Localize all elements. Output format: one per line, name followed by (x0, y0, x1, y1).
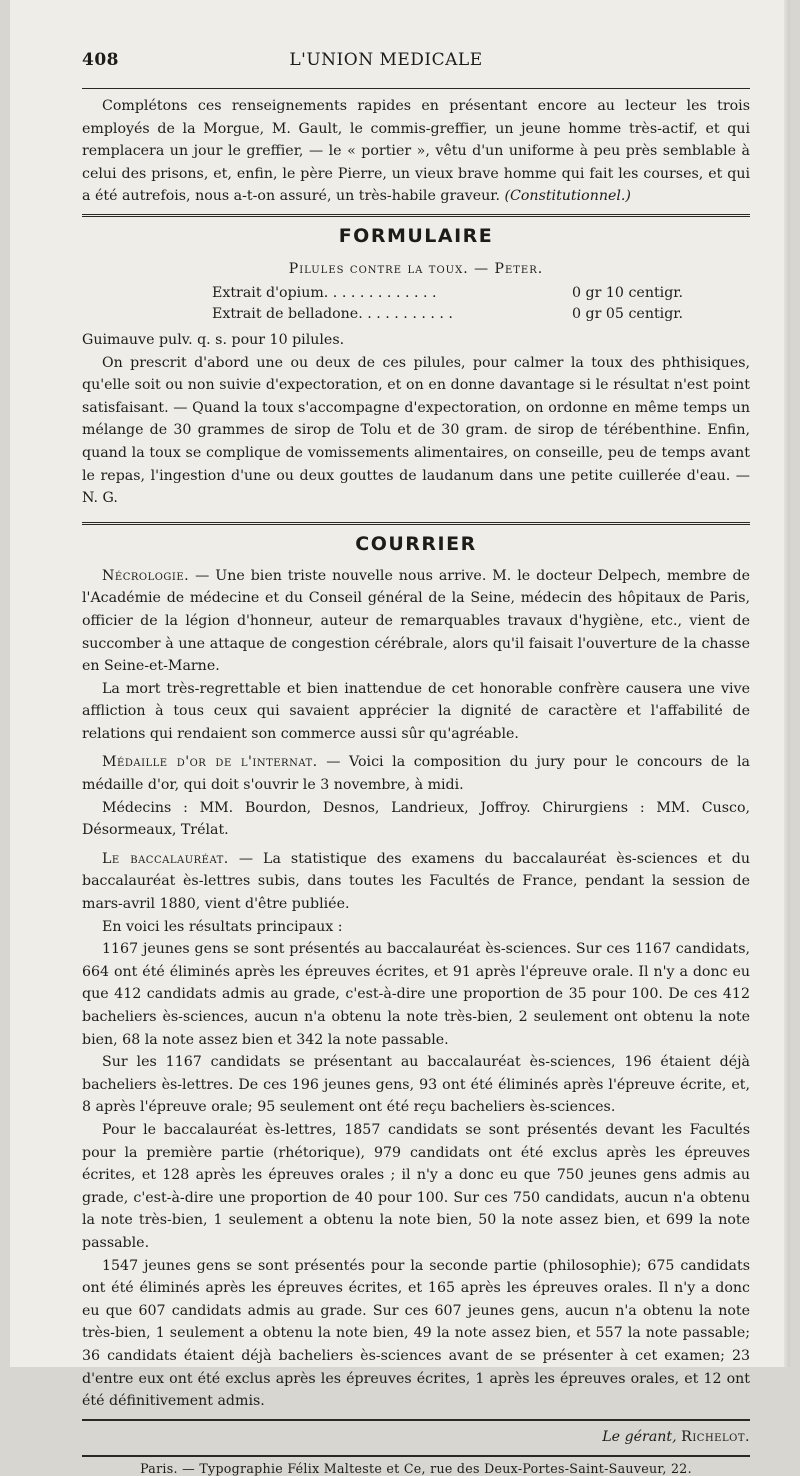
ingredient-name: Extrait d'opium. . . . . . . . . . . . . (212, 284, 437, 301)
ingredient-row (212, 283, 752, 304)
signature (82, 1429, 750, 1445)
ingredient-row (212, 304, 752, 325)
recipe-ingredients (212, 283, 752, 325)
closing-rule (82, 1419, 750, 1421)
section-divider-formulaire (82, 214, 750, 219)
medaille-text: — Voici la composition du jury pour le concours de la médaille d'or, qui doit s'ouvrir le 3 novembre, à midi. (82, 754, 750, 794)
bac-paragraph (82, 848, 750, 916)
medaille-label: Médaille d'or de l'internat. (102, 754, 318, 771)
recipe-title: Pilules contre la toux. — Peter. (288, 260, 544, 277)
ingredient-dose: 0 gr 10 centigr. (572, 284, 684, 301)
necrologie-paragraph-2: La mort très-regrettable et bien inattendue de cet honorable confrère causera une vive affliction à tous ceux qui savaient apprécier la dignité de caractère et l'affabilité de relations qui rendaient son commerce aussi sûr qu'agréable. (82, 680, 750, 742)
intro-source: (Constitutionnel.) (504, 188, 631, 205)
section-title-courrier: COURRIER (355, 532, 477, 555)
ingredient-dose: 0 gr 05 centigr. (572, 305, 684, 322)
necrologie-text: — Une bien triste nouvelle nous arrive. M. le docteur Delpech, membre de l'Académie de médecine et du Conseil général de la Seine, médecin des hôpitaux de Paris, officier de la légion d'honneur, auteur de remarquables travaux d'hygiène, etc., vient de succomber à une attaque de congestion cérébrale, alors qu'il faisait l'ouverture de la chasse en Seine-et-Marne. (82, 567, 750, 675)
medaille-paragraph (82, 751, 750, 796)
bac-label: Le baccalauréat. (102, 850, 229, 867)
necrologie-label: Nécrologie. (102, 567, 190, 584)
bac-paragraph-6: 1547 jeunes gens se sont présentés pour la seconde partie (philosophie); 675 candidats ont été éliminés après les épreuves écrites, et 165 après les épreuves orales. Il n'y a donc eu que 607 candidats admis au grade. Sur ces 607 jeunes gens, aucun n'a obtenu la note très-bien, 1 seulement a obtenu la note bien, 49 la note assez bien, et 557 la note passable; 36 candidats étaient déjà bacheliers ès-sciences avant de se présenter à cet examen; 23 d'entre eux ont été exclus après les épreuves écrites, 1 après les épreuves orales, et 12 ont été définitivement admis. (82, 1257, 750, 1410)
recipe-body: On prescrit d'abord une ou deux de ces pilules, pour calmer la toux des phthisiques, qu'elle soit ou non suivie d'expectoration, et on en donne davantage si le résultat n'est point satisfaisant. — Quand la toux s'accompagne d'expectoration, on ordonne en même temps un mélange de 30 grammes de sirop de Tolu et de 30 gram. de sirop de térébenthine. Enfin, quand la toux se complique de vomissements alimentaires, on conseille, peu de temps avant le repas, l'ingestion d'une ou deux gouttes de laudanum dans une petite cuillerée d'eau. — N. G. (82, 354, 750, 507)
running-title: L'UNION MEDICALE (289, 50, 483, 70)
printer-imprint: Paris. — Typographie Félix Malteste et Ce, rue des Deux-Portes-Saint-Sauveur, 22. (140, 1460, 692, 1476)
footer-rule (82, 1455, 750, 1457)
necrologie-paragraph (82, 565, 750, 678)
bac-paragraph-4: Sur les 1167 candidats se présentant au baccalauréat ès-sciences, 196 étaient déjà bacheliers ès-lettres. De ces 196 jeunes gens, 93 ont été éliminés après l'épreuve écrite, et, 8 après l'épreuve orale; 95 seulement ont été reçu bacheliers ès-sciences. (82, 1054, 750, 1116)
bac-paragraph-3: 1167 jeunes gens se sont présentés au baccalauréat ès-sciences. Sur ces 1167 candidats, 664 ont été éliminés après les épreuves écrites, et 91 après l'épreuve orale. Il n'y a donc eu que 412 candidats admis au grade, c'est-à-dire une proportion de 35 pour 100. De ces 412 bacheliers ès-sciences, aucun n'a obtenu la note très-bien, 2 seulement ont obtenu la note bien, 68 la note assez bien et 342 la note passable. (82, 941, 750, 1048)
signature-label: Le gérant, (602, 1428, 677, 1445)
bac-paragraph-2: En voici les résultats principaux : (102, 918, 343, 935)
page (10, 0, 790, 1476)
page-number: 408 (82, 50, 119, 70)
bac-paragraph-5: Pour le baccalauréat ès-lettres, 1857 candidats se sont présentés devant les Facultés pour la première partie (rhétorique), 979 candidats ont été exclus après les épreuves écrites, et 128 après les épreuves orales ; il n'y a donc eu que 750 jeunes gens admis au grade, c'est-à-dire une proportion de 40 pour 100. Sur ces 750 candidats, aucun n'a obtenu la note très-bien, 1 seulement a obtenu la note bien, 50 la note assez bien, et 699 la note passable. (82, 1121, 750, 1251)
section-divider-courrier (82, 522, 750, 527)
intro-paragraph (82, 95, 750, 208)
signature-name: Richelot. (681, 1428, 750, 1445)
header-rule (82, 88, 750, 89)
medaille-jury: Médecins : MM. Bourdon, Desnos, Landrieux, Joffroy. Chirurgiens : MM. Cusco, Désormeaux, Trélat. (82, 799, 750, 839)
ingredient-name: Extrait de belladone. . . . . . . . . . . (212, 305, 453, 322)
page-header (82, 50, 750, 84)
section-title-formulaire: FORMULAIRE (338, 224, 494, 247)
bac-text: — La statistique des examens du baccalauréat ès-sciences et du baccalauréat ès-lettres subis, dans toutes les Facultés de France, pendant la session de mars-avril 1880, vient d'être publiée. (82, 850, 750, 913)
recipe-preparation: Guimauve pulv. q. s. pour 10 pilules. (82, 331, 345, 348)
intro-text: Complétons ces renseignements rapides en présentant encore au lecteur les trois employés de la Morgue, M. Gault, le commis-greffier, un jeune homme très-actif, et qui remplacera un jour le greffier, — le « portier », vêtu d'un uniforme à peu près semblable à celui des prisons, et, enfin, le père Pierre, un vieux brave homme qui fait les courses, et qui a été autrefois, nous a-t-on assuré, un très-habile graveur. (82, 98, 750, 205)
